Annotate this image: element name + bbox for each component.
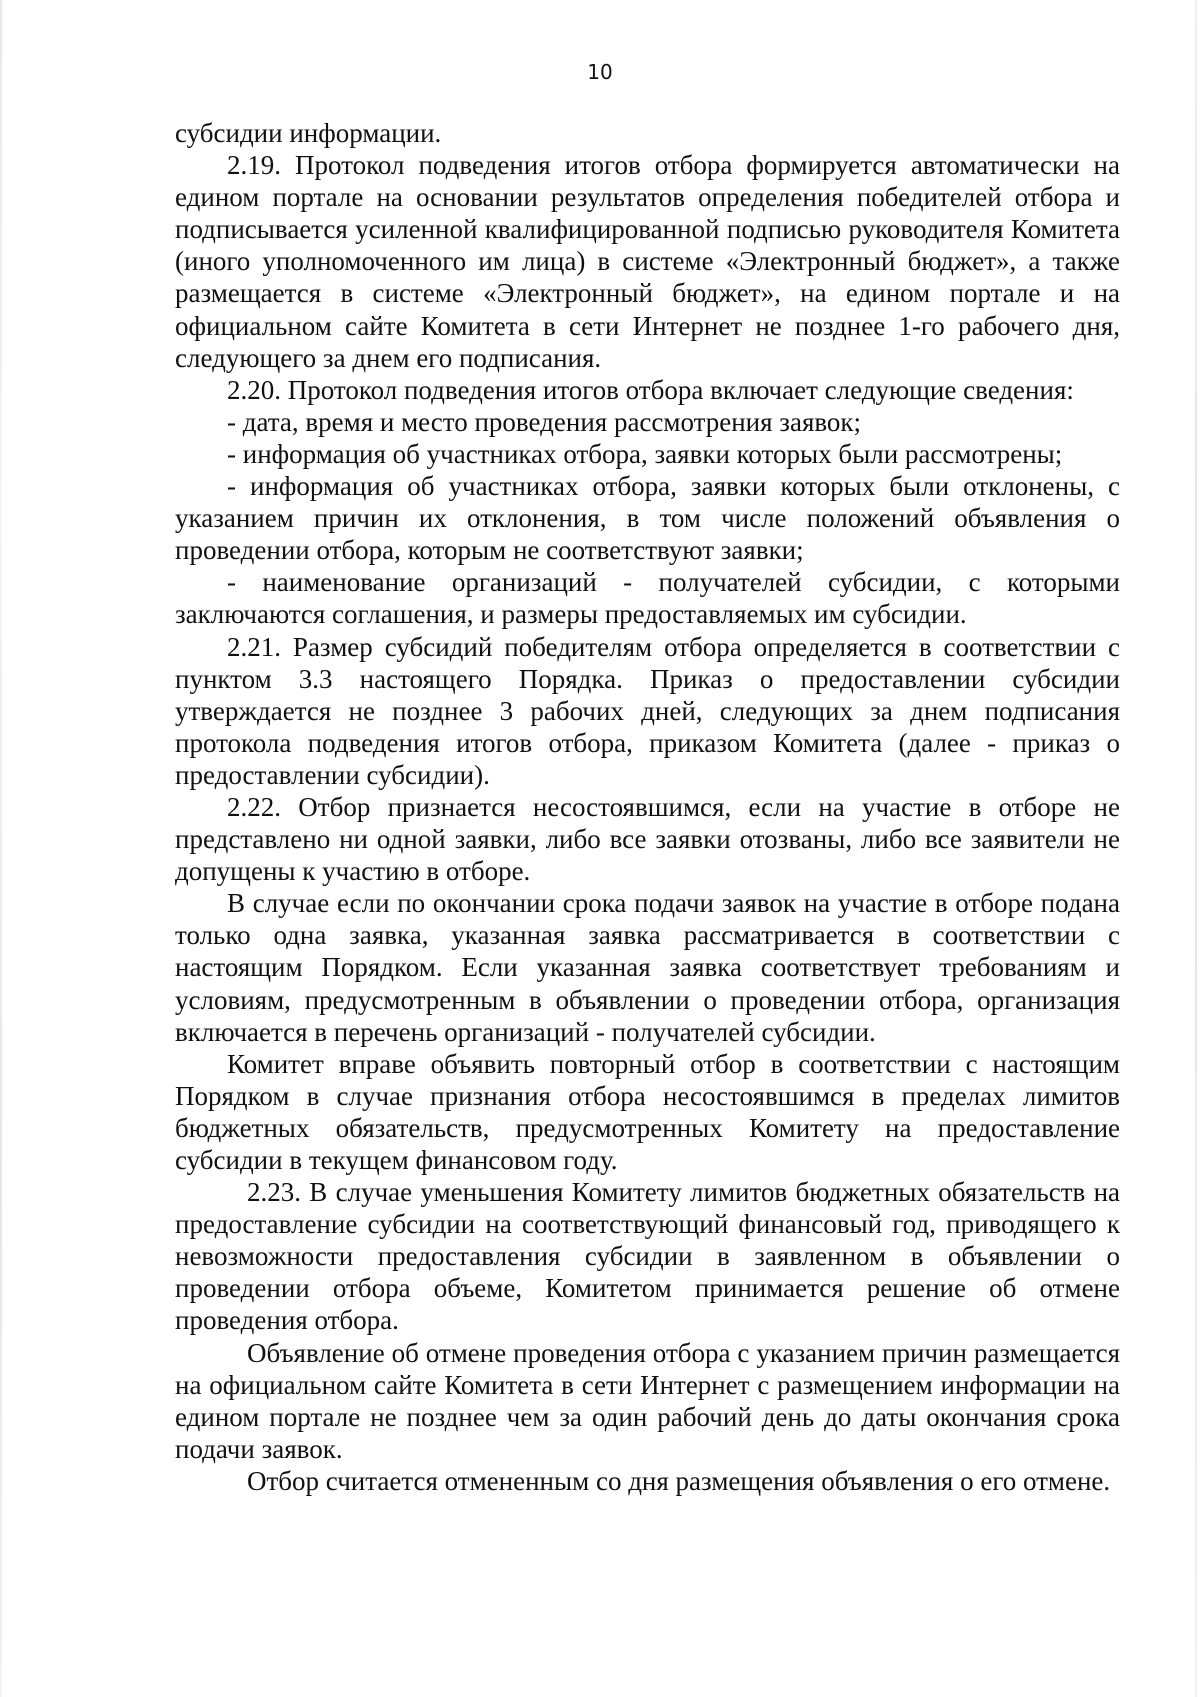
paragraph-2-21: 2.21. Размер субсидий победителям отбора определяется в соответствии с пунктом 3.3 настоящего Порядка. Приказ о предоставлении субсидии утверждается не позднее 3 рабочих дней, следующих за днем подписания протокола подведения итогов отбора, приказом Комитета (далее - приказ о предоставлении субсидии). <box>175 631 1120 790</box>
paragraph-2-20: 2.20. Протокол подведения итогов отбора включает следующие сведения: <box>227 374 1074 405</box>
paragraph-2-22: 2.22. Отбор признается несостоявшимся, если на участие в отборе не представлено ни одной заявки, либо все заявки отозваны, либо все заявители не допущены к участию в отборе. <box>175 791 1120 887</box>
list-item-rejected-participants: - информация об участниках отбора, заявки которых были отклонены, с указанием причин их отклонения, в том числе положений объявления о проведении отбора, которым не соответствуют заявки; <box>175 471 1120 566</box>
paragraph-2-23: 2.23. В случае уменьшения Комитету лимитов бюджетных обязательств на предоставление субсидии на соответствующий финансовый год, приводящего к невозможности предоставления субсидии в заявленном в объявлении о проведении отбора объеме, Комитетом принимается решение об отмене проведения отбора. <box>175 1177 1120 1336</box>
page-number: 10 <box>587 60 613 84</box>
paragraph-2-19: 2.19. Протокол подведения итогов отбора формируется автоматически на едином портале на основании результатов определения победителей отбора и подписывается усиленной квалифицированной подписью руководителя Комитета (иного уполномоченного им лица) в системе «Электронный бюджет», а также размещается в системе «Электронный бюджет», на едином портале и на официальном сайте Комитета в сети Интернет не позднее 1-го рабочего дня, следующего за днем его подписания. <box>175 150 1120 373</box>
list-item-date-time-place: - дата, время и место проведения рассмотрения заявок; <box>227 406 862 437</box>
list-item-reviewed-participants: - информация об участниках отбора, заявки которых были рассмотрены; <box>227 438 1063 469</box>
paragraph-repeat-selection: Комитет вправе объявить повторный отбор в соответствии с настоящим Порядком в случае признания отбора несостоявшимся в пределах лимитов бюджетных обязательств, предусмотренных Комитету на предоставление субсидии в текущем финансовом году. <box>175 1048 1120 1175</box>
scan-edge-left <box>0 0 2 1697</box>
paragraph-continuation: субсидии информации. <box>175 118 442 148</box>
paragraph-cancellation-effective: Отбор считается отмененным со дня размещения объявления о его отмене. <box>247 1465 1111 1496</box>
paragraph-cancellation-notice: Объявление об отмене проведения отбора с указанием причин размещается на официальном сайте Комитета в сети Интернет с размещением информации на едином портале не позднее чем за один рабочий день до даты окончания срока подачи заявок. <box>175 1337 1120 1464</box>
document-body <box>175 117 1120 1497</box>
paragraph-single-application: В случае если по окончании срока подачи заявок на участие в отборе подана только одна заявка, указанная заявка рассматривается в соответствии с настоящим Порядком. Если указанная заявка соответствует требованиям и условиям, предусмотренным в объявлении о проведении отбора, организация включается в перечень организаций - получателей субсидии. <box>175 888 1120 1047</box>
list-item-recipient-organizations: - наименование организаций - получателей субсидии, с которыми заключаются соглашения, и размеры предоставляемых им субсидии. <box>175 567 1120 630</box>
scan-edge-right <box>1195 0 1197 1697</box>
